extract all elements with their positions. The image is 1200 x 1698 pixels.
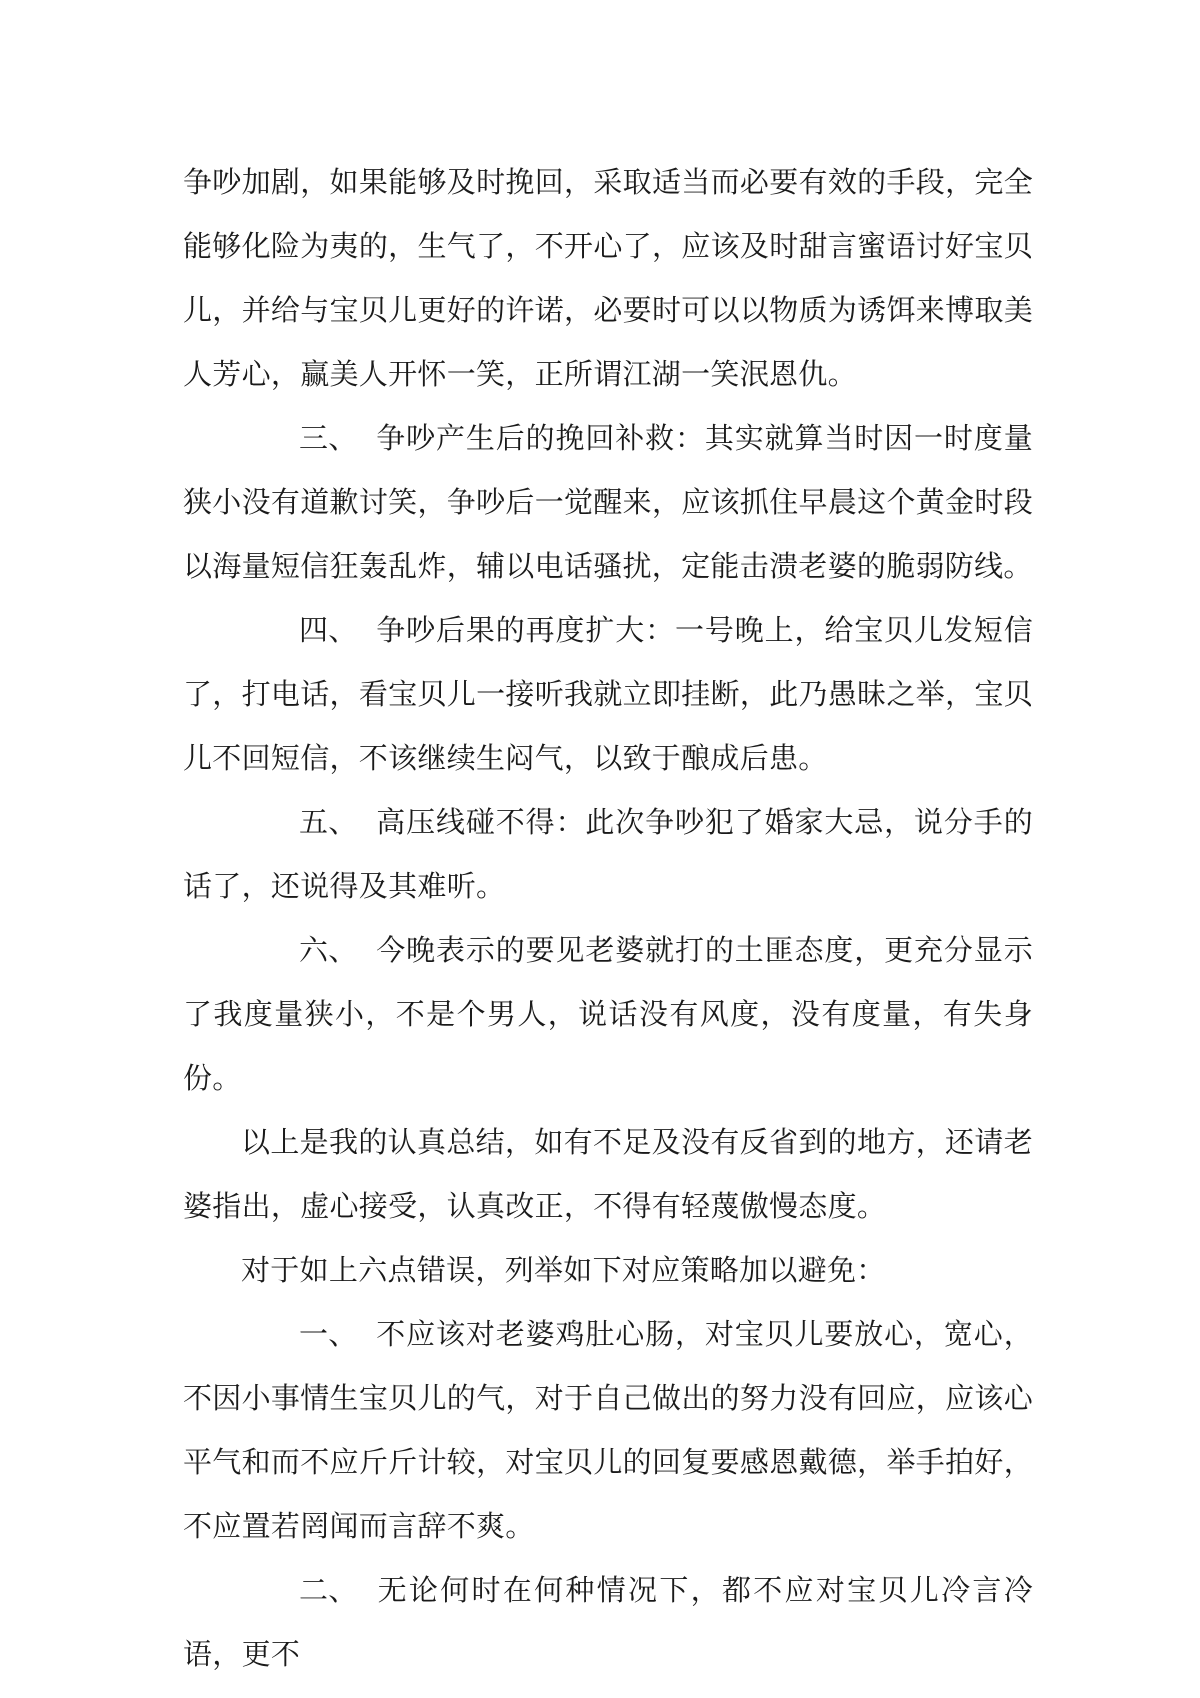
paragraph-item-6 bbox=[183, 918, 1033, 1110]
paragraph-text: 以上是我的认真总结，如有不足及没有反省到的地方，还请老婆指出，虚心接受，认真改正，不得有轻蔑傲慢态度。 bbox=[183, 1125, 1033, 1223]
paragraph-strategy-intro bbox=[183, 1238, 1033, 1302]
paragraph-number: 二、 bbox=[299, 1573, 358, 1607]
paragraph-text: 争吵产生后的挽回补救：其实就算当时因一时度量狭小没有道歉讨笑，争吵后一觉醒来，应该抓住早晨这个黄金时段以海量短信狂轰乱炸，辅以电话骚扰，定能击溃老婆的脆弱防线。 bbox=[183, 421, 1033, 583]
paragraph-text: 争吵后果的再度扩大：一号晚上，给宝贝儿发短信了，打电话，看宝贝儿一接听我就立即挂断，此乃愚昧之举，宝贝儿不回短信，不该继续生闷气，以致于酿成后患。 bbox=[183, 613, 1033, 775]
paragraph-number: 六、 bbox=[299, 933, 358, 967]
paragraph-item-4 bbox=[183, 598, 1033, 790]
document-body bbox=[183, 150, 1033, 1686]
paragraph-item-5 bbox=[183, 790, 1033, 918]
paragraph-text: 对于如上六点错误，列举如下对应策略加以避免： bbox=[241, 1253, 886, 1287]
paragraph-strategy-1 bbox=[183, 1302, 1033, 1558]
paragraph-continuation bbox=[183, 150, 1033, 406]
paragraph-text: 争吵加剧，如果能够及时挽回，采取适当而必要有效的手段，完全能够化险为夷的，生气了，不开心了，应该及时甜言蜜语讨好宝贝儿，并给与宝贝儿更好的许诺，必要时可以以物质为诱饵来博取美人芳心，赢美人开怀一笑，正所谓江湖一笑泯恩仇。 bbox=[183, 165, 1033, 391]
paragraph-text: 今晚表示的要见老婆就打的土匪态度，更充分显示了我度量狭小，不是个男人，说话没有风度，没有度量，有失身份。 bbox=[183, 933, 1033, 1095]
paragraph-number: 一、 bbox=[299, 1317, 358, 1351]
paragraph-number: 三、 bbox=[299, 421, 358, 455]
paragraph-text: 不应该对老婆鸡肚心肠，对宝贝儿要放心，宽心，不因小事情生宝贝儿的气，对于自己做出的努力没有回应，应该心平气和而不应斤斤计较，对宝贝儿的回复要感恩戴德，举手拍好，不应置若罔闻而言辞不爽。 bbox=[183, 1317, 1033, 1543]
paragraph-summary bbox=[183, 1110, 1033, 1238]
paragraph-strategy-2 bbox=[183, 1558, 1033, 1686]
paragraph-number: 五、 bbox=[299, 805, 358, 839]
paragraph-text: 高压线碰不得：此次争吵犯了婚家大忌，说分手的话了，还说得及其难听。 bbox=[183, 805, 1033, 903]
paragraph-text: 无论何时在何种情况下，都不应对宝贝儿冷言冷语，更不 bbox=[183, 1573, 1033, 1671]
paragraph-number: 四、 bbox=[299, 613, 358, 647]
paragraph-item-3 bbox=[183, 406, 1033, 598]
